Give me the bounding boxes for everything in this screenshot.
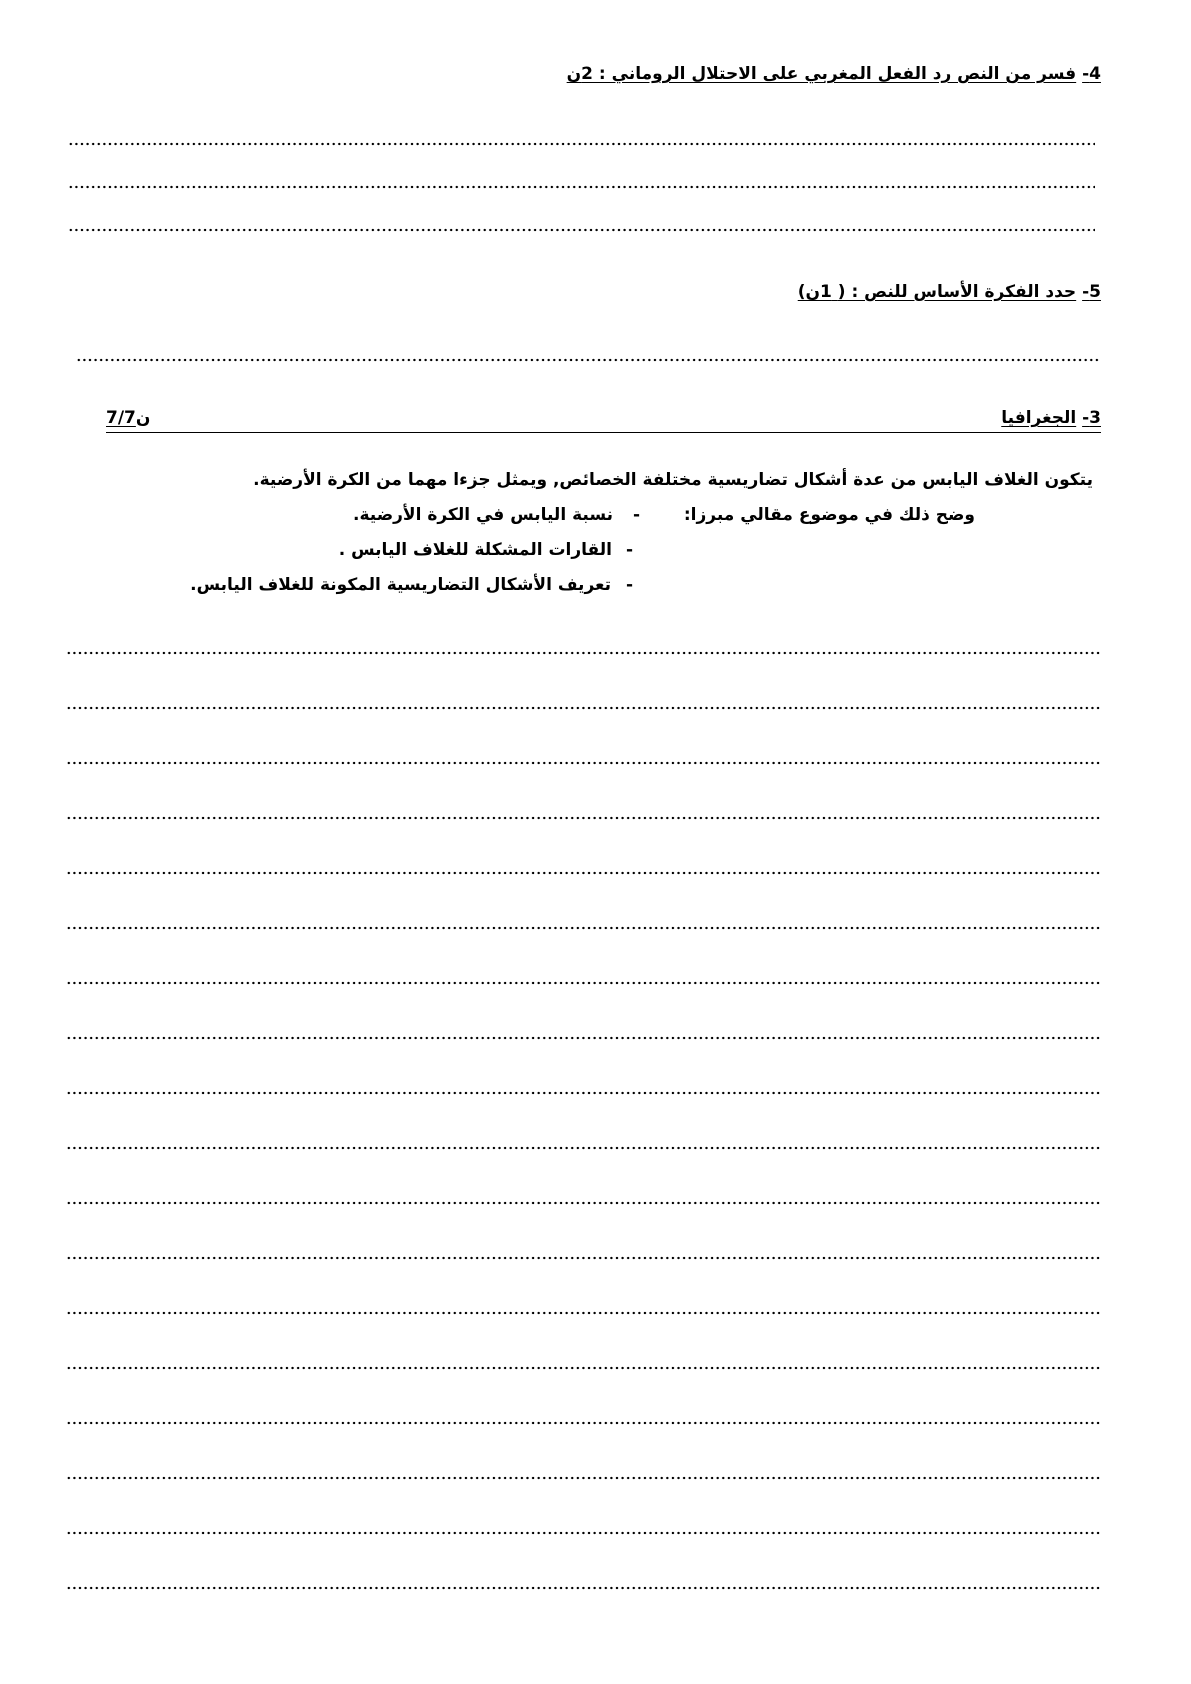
question-4-title [567, 64, 1101, 84]
essay-line[interactable] [66, 760, 1100, 766]
question-4-number: 4- [1082, 64, 1101, 84]
question-5-points: 1ن) [797, 282, 838, 302]
section-3-number: 3- [1082, 408, 1101, 428]
essay-line[interactable] [66, 1530, 1100, 1536]
bullet-item-2: القارات المشكلة للغلاف اليابس . [338, 540, 612, 560]
answer-line-q4-2[interactable] [68, 184, 1095, 190]
essay-line[interactable] [66, 870, 1100, 876]
essay-line[interactable] [66, 1585, 1100, 1591]
prompt-instruction: وضح ذلك في موضوع مقالي مبرزا: [683, 505, 975, 525]
bullet-item-1: نسبة اليابس في الكرة الأرضية. [353, 505, 613, 525]
section-3-rule [106, 432, 1101, 433]
question-5-number: 5- [1082, 282, 1101, 302]
section-3-title [1001, 408, 1101, 428]
essay-line[interactable] [66, 925, 1100, 931]
essay-line[interactable] [66, 1475, 1100, 1481]
essay-line[interactable] [66, 815, 1100, 821]
answer-line-q4-3[interactable] [68, 227, 1095, 233]
answer-line-q5-1[interactable] [76, 357, 1101, 363]
essay-line[interactable] [66, 980, 1100, 986]
section-3-name: الجغرافيا [1001, 408, 1077, 428]
section-3-score [106, 408, 156, 428]
bullet-mark-1: - [633, 505, 641, 525]
section-3-score-value: 7/7 [106, 408, 136, 428]
section-3-score-unit: ن [135, 408, 157, 428]
essay-line[interactable] [66, 650, 1100, 656]
essay-line[interactable] [66, 1145, 1100, 1151]
essay-line[interactable] [66, 1090, 1100, 1096]
bullet-item-3: تعريف الأشكال التضاريسية المكونة للغلاف اليابس. [190, 575, 611, 595]
question-4-text: فسر من النص رد الفعل المغربي على الاحتلال الروماني : [593, 64, 1077, 84]
essay-line[interactable] [66, 1255, 1100, 1261]
bullet-mark-3: - [626, 575, 634, 595]
bullet-mark-2: - [626, 540, 634, 560]
question-5-title [798, 282, 1101, 302]
question-5-text: حدد الفكرة الأساس للنص : ( [837, 282, 1077, 302]
essay-line[interactable] [66, 1035, 1100, 1041]
essay-line[interactable] [66, 705, 1100, 711]
essay-line[interactable] [66, 1365, 1100, 1371]
essay-line[interactable] [66, 1310, 1100, 1316]
question-4-points: 2ن [566, 64, 593, 84]
essay-line[interactable] [66, 1200, 1100, 1206]
answer-line-q4-1[interactable] [68, 141, 1095, 147]
essay-line[interactable] [66, 1420, 1100, 1426]
prompt-intro: يتكون الغلاف اليابس من عدة أشكال تضاريسية مختلفة الخصائص, ويمثل جزءا مهما من الكرة الأرضية. [253, 470, 1093, 490]
